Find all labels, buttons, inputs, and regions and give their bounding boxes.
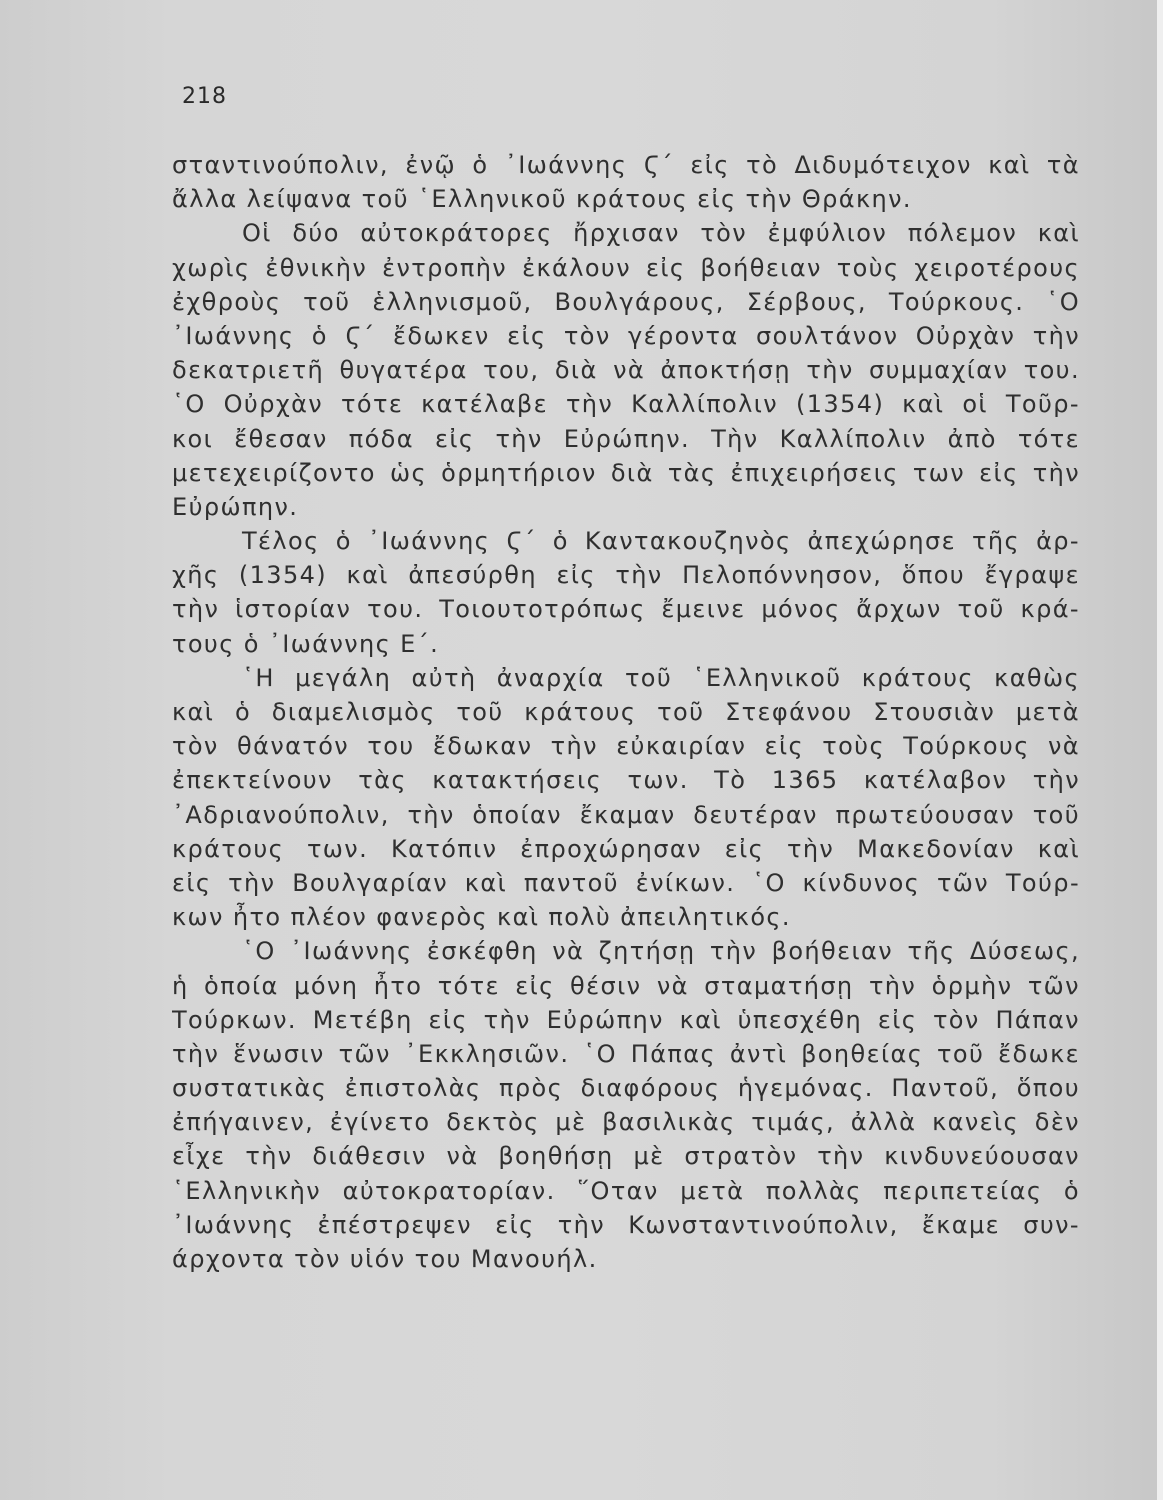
text-line: ἡ ὁποία μόνη ἦτο τότε εἰς θέσιν νὰ σταματήσῃ τὴν ὁρμὴν τῶν: [172, 971, 1080, 1000]
text-line: ᾿Ιωάννης ἐπέστρεψεν εἰς τὴν Κωνσταντινούπολιν, ἔκαμε συν-: [172, 1210, 1080, 1239]
text-line: μετεχειρίζοντο ὡς ὁρμητήριον διὰ τὰς ἐπιχειρήσεις των εἰς τὴν: [172, 458, 1080, 487]
text-line: ῾Ελληνικὴν αὐτοκρατορίαν. ῞Οταν μετὰ πολλὰς περιπετείας ὁ: [172, 1176, 1080, 1205]
page-number: 218: [182, 84, 227, 109]
text-line: χῆς (1354) καὶ ἀπεσύρθη εἰς τὴν Πελοπόννησον, ὅπου ἔγραψε: [172, 561, 1080, 590]
text-line: ῾Η μεγάλη αὐτὴ ἀναρχία τοῦ ῾Ελληνικοῦ κράτους καθὼς: [242, 663, 1080, 692]
text-line: Οἱ δύο αὐτοκράτορες ἤρχισαν τὸν ἐμφύλιον πόλεμον καὶ: [242, 219, 1080, 248]
text-line: τὴν ἱστορίαν του. Τοιουτοτρόπως ἔμεινε μόνος ἄρχων τοῦ κρά-: [172, 595, 1080, 624]
text-line: ἄλλα λείψανα τοῦ ῾Ελληνικοῦ κράτους εἰς τὴν Θράκην.: [172, 185, 912, 214]
page-edge: [1157, 0, 1163, 1500]
text-line: ᾿Ιωάννης ὁ Ϛ΄ ἔδωκεν εἰς τὸν γέροντα σουλτάνον Οὐρχὰν τὴν: [172, 321, 1080, 350]
text-line: ῾Ο Οὐρχὰν τότε κατέλαβε τὴν Καλλίπολιν (1354) καὶ οἱ Τοῦρ-: [172, 390, 1080, 419]
text-line: ἐπήγαινεν, ἐγίνετο δεκτὸς μὲ βασιλικὰς τιμάς, ἀλλὰ κανεὶς δὲν: [172, 1108, 1080, 1137]
text-line: τὴν ἕνωσιν τῶν ᾿Εκκλησιῶν. ῾Ο Πάπας ἀντὶ βοηθείας τοῦ ἔδωκε: [172, 1039, 1080, 1068]
text-line: Τούρκων. Μετέβη εἰς τὴν Εὐρώπην καὶ ὑπεσχέθη εἰς τὸν Πάπαν: [172, 1005, 1080, 1034]
text-line: Εὐρώπην.: [172, 492, 299, 521]
text-line: κράτους των. Κατόπιν ἐπροχώρησαν εἰς τὴν Μακεδονίαν καὶ: [172, 834, 1080, 863]
text-line: κων ἦτο πλέον φανερὸς καὶ πολὺ ἀπειλητικός.: [172, 903, 791, 932]
text-line: χωρὶς ἐθνικὴν ἐντροπὴν ἐκάλουν εἰς βοήθειαν τοὺς χειροτέρους: [172, 253, 1080, 282]
text-line: τους ὁ ᾿Ιωάννης Ε΄.: [172, 629, 440, 658]
text-line: συστατικὰς ἐπιστολὰς πρὸς διαφόρους ἡγεμόνας. Παντοῦ, ὅπου: [172, 1074, 1080, 1103]
text-line: Τέλος ὁ ᾿Ιωάννης Ϛ΄ ὁ Καντακουζηνὸς ἀπεχώρησε τῆς ἀρ-: [242, 527, 1080, 556]
text-line: ἐπεκτείνουν τὰς κατακτήσεις των. Τὸ 1365 κατέλαβον τὴν: [172, 766, 1080, 795]
text-line: τὸν θάνατόν του ἔδωκαν τὴν εὐκαιρίαν εἰς τοὺς Τούρκους νὰ: [172, 732, 1080, 761]
text-line: ἐχθροὺς τοῦ ἑλληνισμοῦ, Βουλγάρους, Σέρβους, Τούρκους. ῾Ο: [172, 287, 1080, 316]
body-text: [172, 148, 1080, 1276]
text-line: κοι ἔθεσαν πόδα εἰς τὴν Εὐρώπην. Τὴν Καλλίπολιν ἀπὸ τότε: [172, 424, 1080, 453]
text-line: σταντινούπολιν, ἐνῷ ὁ ᾿Ιωάννης Ϛ΄ εἰς τὸ Διδυμότειχον καὶ τὰ: [172, 151, 1080, 179]
text-line: άρχοντα τὸν υἱόν του Μανουήλ.: [172, 1245, 598, 1273]
text-line: ῾Ο ᾿Ιωάννης ἐσκέφθη νὰ ζητήσῃ τὴν βοήθειαν τῆς Δύσεως,: [242, 937, 1080, 966]
text-line: εἶχε τὴν διάθεσιν νὰ βοηθήσῃ μὲ στρατὸν τὴν κινδυνεύουσαν: [172, 1142, 1080, 1171]
text-line: καὶ ὁ διαμελισμὸς τοῦ κράτους τοῦ Στεφάνου Στουσιὰν μετὰ: [172, 698, 1080, 726]
text-line: εἰς τὴν Βουλγαρίαν καὶ παντοῦ ἐνίκων. ῾Ο κίνδυνος τῶν Τούρ-: [172, 868, 1080, 897]
text-line: ᾿Αδριανούπολιν, τὴν ὁποίαν ἔκαμαν δευτέραν πρωτεύουσαν τοῦ: [172, 800, 1080, 829]
text-line: δεκατριετῆ θυγατέρα του, διὰ νὰ ἀποκτήσῃ τὴν συμμαχίαν του.: [172, 356, 1080, 385]
